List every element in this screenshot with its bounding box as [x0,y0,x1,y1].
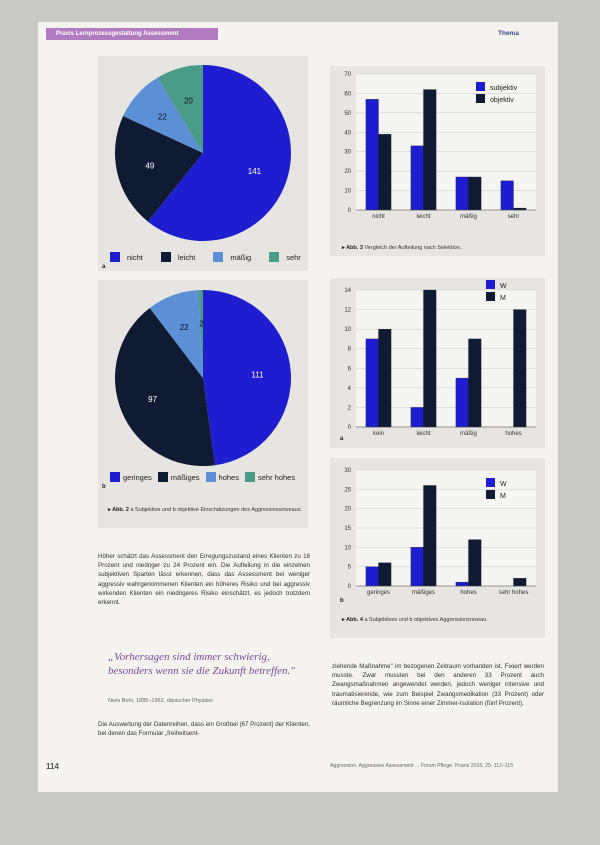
fig2a-letter: a [102,264,106,270]
pull-quote: „Vorhersagen sind immer schwierig, besonders wenn sie die Zukunft betreffen." [108,651,295,677]
fig4b-xtick-2: hohes [460,590,477,596]
fig4a-xtick-2: mäßig [460,431,477,437]
fig4b-legend-label-0: W [500,481,507,488]
fig4a-legend-label-1: M [500,295,506,302]
fig4a-bar-1-1 [424,290,437,427]
fig4a-letter: a [340,436,344,442]
legend-swatch-maessiges [158,472,168,482]
fig4b-bar-0-0 [366,567,379,586]
fig4a-ytick-3: 6 [347,366,351,373]
fig4b-bar-0-1 [379,563,392,586]
fig3-legend-swatch-0 [476,82,485,91]
fig4a-legend-swatch-0 [486,280,495,289]
fig2b-legend [100,472,295,482]
legend-swatch-maessig [213,252,223,262]
quote-author: Niels Bohr, 1885–1962, dänischer Physiker [108,698,214,704]
fig2a-slice-label-3: 20 [183,96,193,106]
legend-swatch-geringes [110,472,120,482]
fig3-legend-swatch-1 [476,94,485,103]
legend-swatch-sehr-hohes [245,472,255,482]
fig4b-legend-label-1: M [500,493,506,500]
legend-label-maessig: mäßig [230,252,252,262]
fig3-xtick-3: sehr [507,214,520,220]
fig3-ytick-4: 40 [344,130,351,137]
fig3-bar-2-1 [469,177,482,210]
legend-label-sehr-hohes: sehr hohes [257,472,296,482]
fig2b-letter: b [102,484,106,490]
fig4b-bar-3-1 [514,578,527,586]
header-theme-label: Thema [498,30,519,37]
fig4a-ytick-2: 4 [347,385,351,392]
fig2b-slice-label-1: 97 [148,394,158,404]
fig4-caption [342,616,542,624]
legend-swatch-nicht [110,252,120,262]
fig4b-xtick-0: geringes [366,590,391,596]
legend-label-maessiges: mäßiges [170,472,200,482]
fig3-caption [342,244,542,252]
fig3-ytick-2: 20 [344,169,351,176]
fig3-ytick-0: 0 [347,208,351,214]
fig4b-ytick-2: 10 [344,545,351,552]
fig2a-slice-label-1: 49 [145,161,155,171]
fig4a-legend-swatch-1 [486,292,495,301]
fig4b-letter: b [340,598,344,604]
fig3-bar-0-0 [366,99,379,210]
fig3-ytick-1: 10 [344,188,351,195]
fig3-bar-1-1 [424,90,437,210]
legend-label-sehr: sehr [286,252,301,262]
fig4a-bar-2-1 [469,339,482,427]
fig4a-ytick-1: 2 [347,405,351,412]
legend-label-hohes: hohes [218,472,239,482]
legend-swatch-hohes [206,472,216,482]
fig2b-slice-label-3: 2 [199,319,204,329]
fig2b-pie-chart [98,280,308,470]
fig3-caption-label: ▸ Abb. 3 [342,245,363,251]
fig3-ytick-3: 30 [344,149,351,156]
fig4a-bar-3-1 [514,310,527,427]
fig4a-legend-label-0: W [500,283,507,290]
fig4b-bar-1-1 [424,485,437,586]
fig4b-xtick-3: sehr hohes [498,590,529,596]
fig2-caption [108,506,303,514]
fig4a-ytick-5: 10 [344,327,351,334]
fig4a-ytick-7: 14 [344,288,351,294]
fig2b-slice-label-0: 111 [251,370,264,380]
fig4b-ytick-1: 5 [347,564,351,571]
fig4b-ytick-5: 25 [344,487,351,494]
body-paragraph-1: Höher schätzt das Assessment den Erregungszustand eines Klienten zu 18 Prozent und niedriger zu 24 Prozent ein. Die Aufteilung in die einzelnen subjektiven Sparten lässt erkennen, dass das Assessment bei weniger aggressiv wahrgenommenen Klienten ein höheres Risiko und bei aggressiv wirkenden Klienten ein niedrigeres Risiko einschätzt, es jedoch trotzdem erkennt. [98,553,310,607]
fig2b-slice-label-2: 22 [179,322,189,332]
fig4a-bar-0-0 [366,339,379,427]
fig3-ytick-7: 70 [344,72,351,78]
fig3-xtick-2: mäßig [460,214,477,220]
fig3-bar-1-0 [411,146,424,210]
fig4a-xtick-1: leicht [416,431,431,437]
fig4b-ytick-4: 20 [344,506,351,513]
fig2a-pie-chart [98,56,308,246]
fig3-xtick-0: nicht [372,214,385,220]
fig4b-ytick-0: 0 [347,584,351,590]
fig2a-slice-label-0: 141 [247,167,262,177]
legend-label-leicht: leicht [177,252,196,262]
footer-citation: Aggression. Aggressive Assessment ... Forum Pflege. Praxis 2016; 25: 112–115 [330,763,514,769]
legend-swatch-leicht [161,252,171,262]
section-header-bar: Praxis Lernprozessgestaltung Assessment [46,28,218,40]
fig3-ytick-6: 60 [344,91,351,98]
fig4a-xtick-3: hohes [505,431,522,437]
fig4a-ytick-6: 12 [344,307,351,314]
fig4a-bar-0-1 [379,329,392,427]
fig2-caption-text: a Subjektive und b objektive Einschätzungen des Aggressionsniveaus. [130,507,302,513]
fig4a-ytick-0: 0 [347,425,351,431]
body-paragraph-2: Die Auswertung der Datenreihen, dass ein Großteil (67 Prozent) der Klienten, bei denen das Formular „freiheitsent- [98,721,310,738]
fig4b-ytick-6: 30 [344,468,351,474]
fig2a-slice-label-2: 22 [157,112,167,122]
fig4b-bar-2-0 [456,582,469,586]
fig2-caption-label: ▸ Abb. 2 [108,507,129,513]
fig4a-bar-1-0 [411,407,424,427]
fig4a-ytick-4: 8 [347,346,351,353]
fig3-legend-label-1: objektiv [490,97,514,104]
fig3-bar-0-1 [379,134,392,210]
legend-label-geringes: geringes [123,472,152,482]
fig4b-bar-1-0 [411,547,424,586]
body-paragraph-3: ziehende Maßnahme" im bezogenen Zeitraum vorhanden ist, Fixiert werden musste. Zwar mussten bei den anderen 33 Prozent auch Zwangsmaßnahmen angewendet werden, jedoch weniger intensive und traumatisierende, wie zum Beispiel Zwangsmedikation (33 Prozent) oder räumliche Begrenzung im Sinne einer Zimmer-Isolation (fünf Prozent). [332,663,544,707]
fig4b-legend-swatch-1 [486,490,495,499]
legend-label-nicht: nicht [127,252,143,262]
fig3-ytick-5: 50 [344,110,351,117]
fig2a-legend [100,252,301,262]
fig4a-bar-2-0 [456,378,469,427]
fig2b-slice-0 [203,290,291,465]
fig3-legend-label-0: subjektiv [490,85,518,92]
fig3-xtick-1: leicht [416,214,431,220]
fig4b-bar-2-1 [469,540,482,586]
fig4b-xtick-1: mäßiges [411,590,436,596]
fig4b-bar-chart [330,458,545,608]
fig3-bar-3-0 [501,181,514,210]
fig4a-bar-chart [330,278,545,443]
page-number: 114 [46,762,59,771]
fig4b-ytick-3: 15 [344,526,351,532]
fig3-bar-chart [330,66,545,226]
legend-swatch-sehr [269,252,279,262]
fig3-caption-text: Vergleich der Aufteilung nach Selektion. [364,245,462,251]
fig4-caption-text: a Subjektives und b objektives Aggressionsniveau. [364,617,488,623]
fig4a-xtick-0: kein [372,431,385,437]
fig4b-legend-swatch-0 [486,478,495,487]
fig3-bar-2-0 [456,177,469,210]
fig4-caption-label: ▸ Abb. 4 [342,617,363,623]
